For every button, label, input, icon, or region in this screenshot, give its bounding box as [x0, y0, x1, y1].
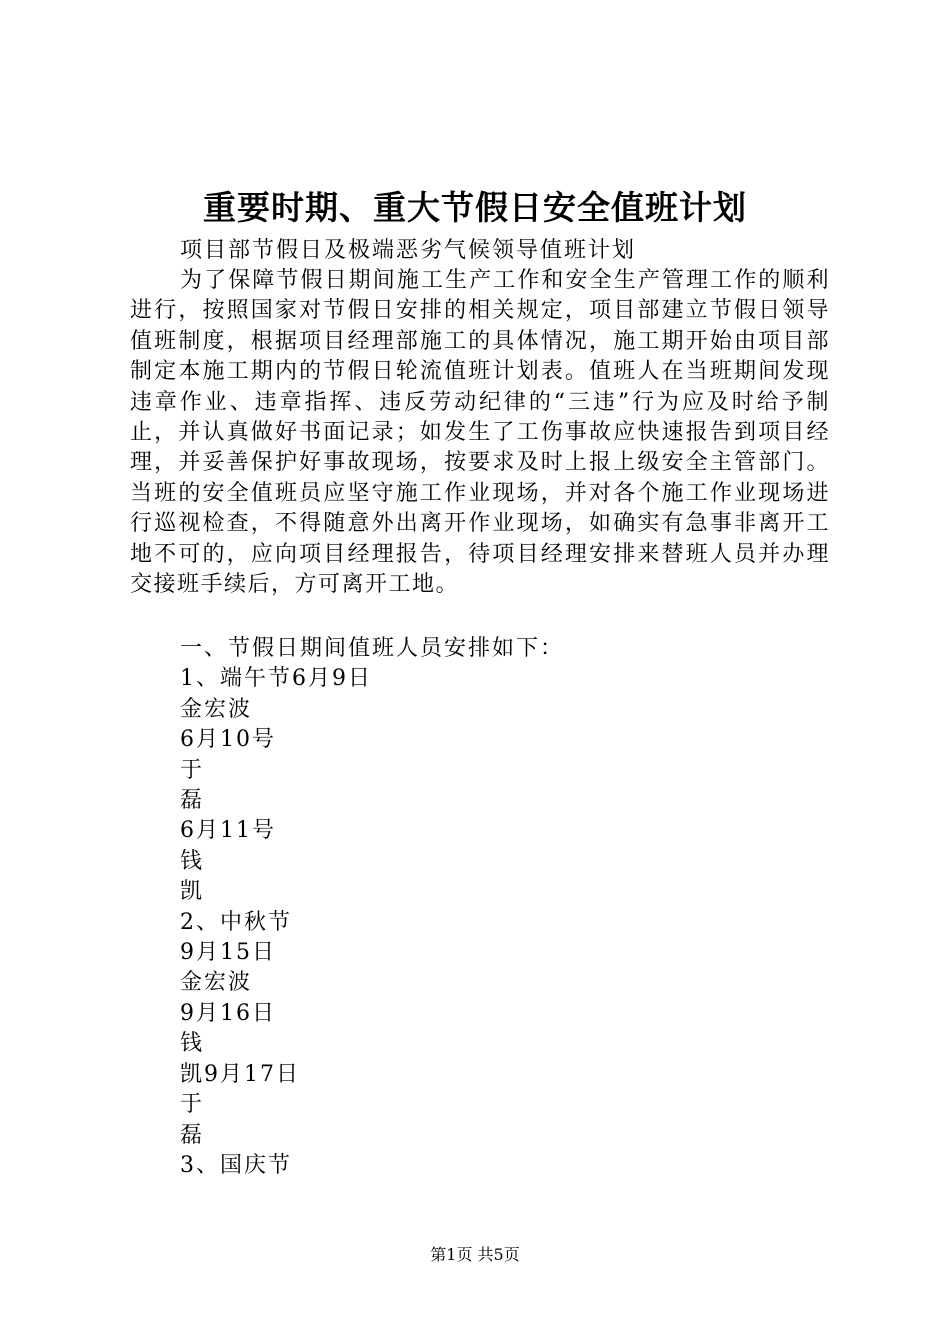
- holiday-mid-autumn: 2、中秋节: [180, 909, 292, 935]
- duty-person: 金宏波: [180, 696, 253, 722]
- duty-person: 于: [180, 1092, 205, 1118]
- document-subtitle: 项目部节假日及极端恶劣气候领导值班计划: [180, 238, 637, 263]
- duty-date: 9月15日: [180, 940, 276, 966]
- duty-person: 金宏波: [180, 970, 253, 996]
- duty-date: 9月16日: [180, 1000, 276, 1026]
- body-paragraph: 为了保障节假日期间施工生产工作和安全生产管理工作的顺利进行，按照国家对节假日安排的相关规定，项目部建立节假日领导值班制度，根据项目经理部施工的具体情况，施工期开始由项目部制定本施工期内的节假日轮流值班计划表。值班人在当班期间发现违章作业、违章指挥、违反劳动纪律的“三违”行为应及时给予制止，并认真做好书面记录；如发生了工伤事故应快速报告到项目经理，并妥善保护好事故现场，按要求及时上报上级安全主管部门。当班的安全值班员应坚守施工作业现场，并对各个施工作业现场进行巡视检查，不得随意外出离开作业现场，如确实有急事非离开工地不可的，应向项目经理报告，待项目经理安排来替班人员并办理交接班手续后，方可离开工地。: [130, 268, 830, 598]
- duty-person: 磊: [180, 1122, 205, 1148]
- duty-person-date: 凯9月17日: [180, 1061, 300, 1087]
- duty-date: 6月10号: [180, 727, 276, 753]
- holiday-national-day: 3、国庆节: [180, 1152, 292, 1178]
- duty-person: 于: [180, 757, 205, 783]
- duty-person: 磊: [180, 788, 205, 814]
- duty-schedule-list: [180, 634, 564, 1181]
- duty-person: 钱: [180, 848, 205, 874]
- page-footer: 第1页 共5页: [430, 1245, 520, 1264]
- schedule-heading: 一、节假日期间值班人员安排如下：: [180, 636, 565, 661]
- duty-date: 6月11号: [180, 818, 276, 844]
- holiday-dragon-boat: 1、端午节6月9日: [180, 666, 372, 692]
- document-title: 重要时期、重大节假日安全值班计划: [203, 188, 747, 227]
- duty-person: 钱: [180, 1031, 205, 1057]
- duty-person: 凯: [180, 879, 205, 905]
